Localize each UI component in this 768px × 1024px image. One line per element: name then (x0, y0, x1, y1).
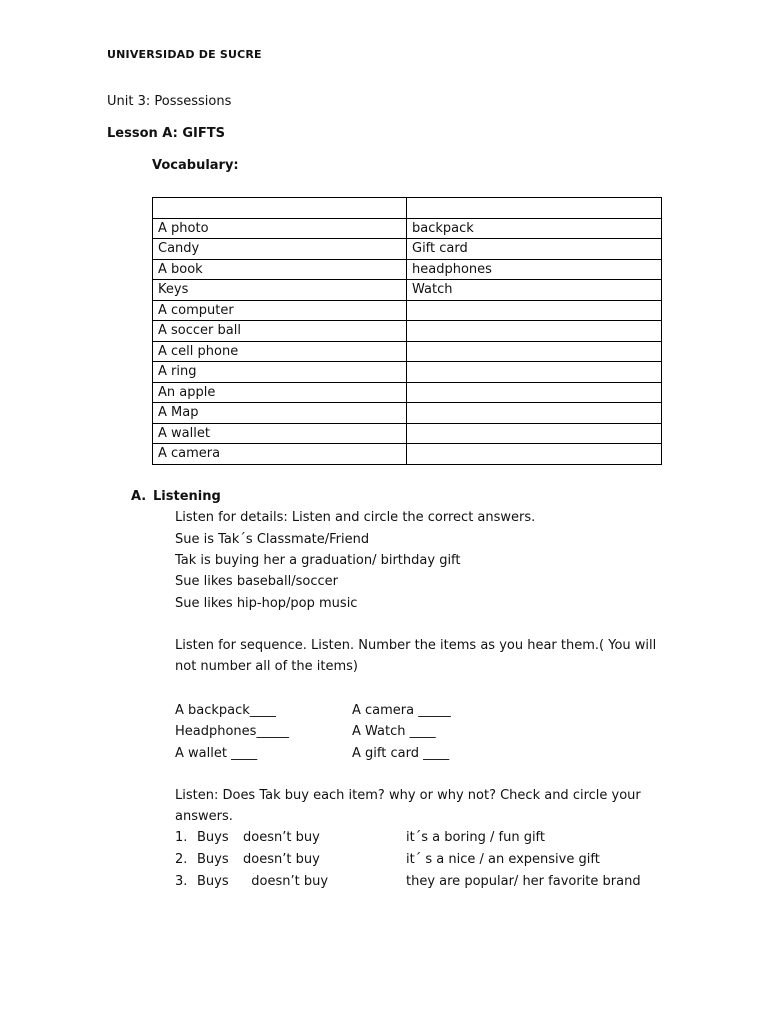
table-cell: A photo (153, 218, 407, 239)
table-cell: Watch (407, 280, 662, 301)
details-item: Sue is Tak´s Classmate/Friend (175, 532, 370, 547)
section-letter: A. (131, 489, 147, 504)
sequence-item: A gift card ____ (352, 746, 450, 761)
table-row (153, 423, 662, 444)
buys-option: Buys (197, 852, 229, 867)
table-row (153, 403, 662, 424)
table-cell: A wallet (153, 423, 407, 444)
table-row (153, 341, 662, 362)
buy-item-row (175, 852, 320, 867)
table-cell: Gift card (407, 239, 662, 260)
table-cell: A computer (153, 300, 407, 321)
table-row (153, 218, 662, 239)
table-cell (407, 444, 662, 465)
buy-instruction: Listen: Does Tak buy each item? why or why not? Check and circle your (175, 788, 641, 803)
table-cell (407, 198, 662, 219)
table-cell: An apple (153, 382, 407, 403)
details-item: Sue likes hip-hop/pop music (175, 596, 358, 611)
table-row (153, 382, 662, 403)
sequence-instruction-cont: not number all of the items) (175, 659, 358, 674)
table-cell: A soccer ball (153, 321, 407, 342)
sequence-item: A camera _____ (352, 703, 451, 718)
details-item: Tak is buying her a graduation/ birthday gift (175, 553, 461, 568)
table-row (153, 321, 662, 342)
buys-option: Buys (197, 874, 229, 889)
section-title-text: Listening (153, 489, 221, 504)
reason-option: it´ s a nice / an expensive gift (406, 852, 600, 867)
table-cell: A book (153, 259, 407, 280)
table-row (153, 280, 662, 301)
vocabulary-table (152, 197, 662, 465)
reason-option: it´s a boring / fun gift (406, 830, 546, 845)
buys-option: Buys (197, 830, 229, 845)
table-row (153, 259, 662, 280)
table-row (153, 300, 662, 321)
lesson-title: Lesson A: GIFTS (107, 126, 225, 141)
doesnt-buy-option: doesn’t buy (243, 852, 320, 867)
vocabulary-heading: Vocabulary: (152, 158, 239, 173)
details-instruction: Listen for details: Listen and circle the correct answers. (175, 510, 536, 525)
table-cell: A camera (153, 444, 407, 465)
buy-item-row (175, 830, 320, 845)
table-cell (407, 403, 662, 424)
item-number: 2. (175, 852, 188, 867)
table-row (153, 444, 662, 465)
listening-section-title (131, 489, 221, 504)
table-cell: Candy (153, 239, 407, 260)
buy-instruction-cont: answers. (175, 809, 233, 824)
table-cell (407, 341, 662, 362)
sequence-item: Headphones_____ (175, 724, 289, 739)
table-cell (407, 300, 662, 321)
table-row (153, 239, 662, 260)
table-cell: A Map (153, 403, 407, 424)
details-item: Sue likes baseball/soccer (175, 574, 338, 589)
sequence-item: A Watch ____ (352, 724, 436, 739)
table-cell: backpack (407, 218, 662, 239)
institution-header: UNIVERSIDAD DE SUCRE (107, 48, 262, 61)
table-cell (407, 321, 662, 342)
table-cell (407, 362, 662, 383)
reason-option: they are popular/ her favorite brand (406, 874, 641, 889)
table-cell (407, 382, 662, 403)
table-row (153, 198, 662, 219)
item-number: 3. (175, 874, 188, 889)
doesnt-buy-option: doesn’t buy (243, 830, 320, 845)
table-cell (407, 423, 662, 444)
doesnt-buy-option: doesn’t buy (243, 874, 329, 889)
buy-item-row (175, 874, 328, 889)
table-cell: Keys (153, 280, 407, 301)
table-cell: A cell phone (153, 341, 407, 362)
sequence-instruction: Listen for sequence. Listen. Number the items as you hear them.( You will (175, 638, 657, 653)
table-row (153, 362, 662, 383)
unit-title: Unit 3: Possessions (107, 94, 232, 109)
table-cell: A ring (153, 362, 407, 383)
table-cell: headphones (407, 259, 662, 280)
sequence-item: A backpack____ (175, 703, 276, 718)
table-cell (153, 198, 407, 219)
sequence-item: A wallet ____ (175, 746, 258, 761)
item-number: 1. (175, 830, 188, 845)
